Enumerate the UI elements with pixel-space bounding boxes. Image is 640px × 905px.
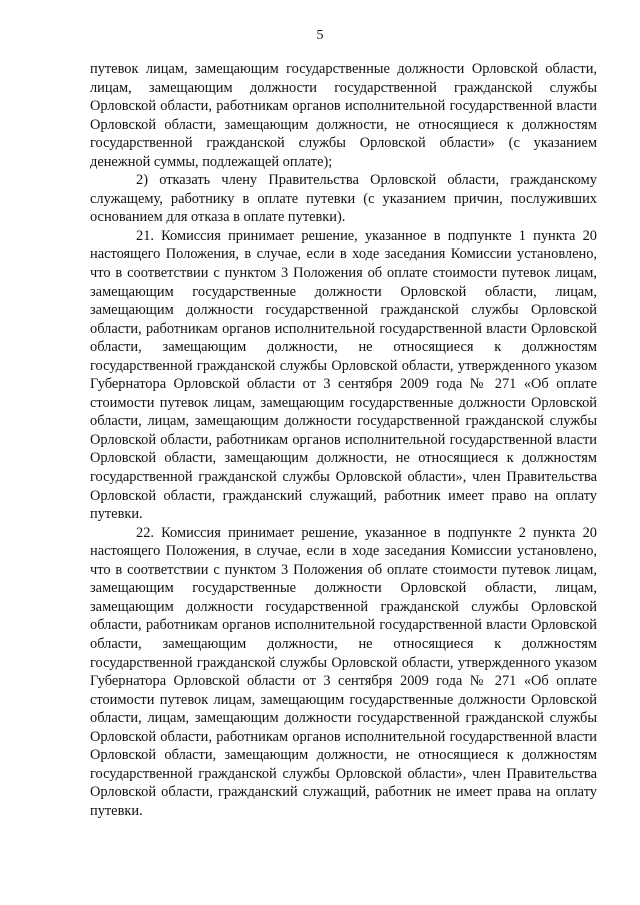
document-body — [90, 60, 597, 820]
paragraph-item-2: 2) отказать члену Правительства Орловской области, гражданскому служащему, работнику в оплате путевки (с указанием причин, послуживших основанием для отказа в оплате путевки). — [90, 172, 597, 226]
page-number: 5 — [316, 28, 324, 43]
paragraph-continuation: путевок лицам, замещающим государственные должности Орловской области, лицам, замещающим должности государственной гражданской службы Орловской области, работникам органов исполнительной государственной власти Орловской области, замещающим должности, не относящиеся к должностям государственной гражданской службы Орловской области» (с указанием денежной суммы, подлежащей оплате); — [90, 61, 597, 170]
paragraph-clause-21: 21. Комиссия принимает решение, указанное в подпункте 1 пункта 20 настоящего Положения, в случае, если в ходе заседания Комиссии установлено, что в соответствии с пунктом 3 Положения об оплате стоимости путевок лицам, замещающим государственные должности Орловской области, лицам, замещающим должности государственной гражданской службы Орловской области, работникам органов исполнительной государственной власти Орловской области, замещающим должности, не относящиеся к должностям государственной гражданской службы Орловской области, утвержденного указом Губернатора Орловской области от 3 сентября 2009 года № 271 «Об оплате стоимости путевок лицам, замещающим государственные должности Орловской области, лицам, замещающим должности государственной гражданской службы Орловской области, работникам органов исполнительной государственной власти Орловской области, замещающим должности, не относящиеся к должностям государственной гражданской службы Орловской области», член Правительства Орловской области, гражданский служащий, работник имеет право на оплату путевки. — [90, 227, 597, 523]
paragraph-clause-22: 22. Комиссия принимает решение, указанное в подпункте 2 пункта 20 настоящего Положения, в случае, если в ходе заседания Комиссии установлено, что в соответствии с пунктом 3 Положения об оплате стоимости путевок лицам, замещающим государственные должности Орловской области, лицам, замещающим должности государственной гражданской службы Орловской области, работникам органов исполнительной государственной власти Орловской области, замещающим должности, не относящиеся к должностям государственной гражданской службы Орловской области, утвержденного указом Губернатора Орловской области от 3 сентября 2009 года № 271 «Об оплате стоимости путевок лицам, замещающим государственные должности Орловской области, лицам, замещающим должности государственной гражданской службы Орловской области, работникам органов исполнительной государственной власти Орловской области, замещающим должности, не относящиеся к должностям государственной гражданской службы Орловской области», член Правительства Орловской области, гражданский служащий, работник не имеет права на оплату путевки. — [90, 524, 597, 819]
